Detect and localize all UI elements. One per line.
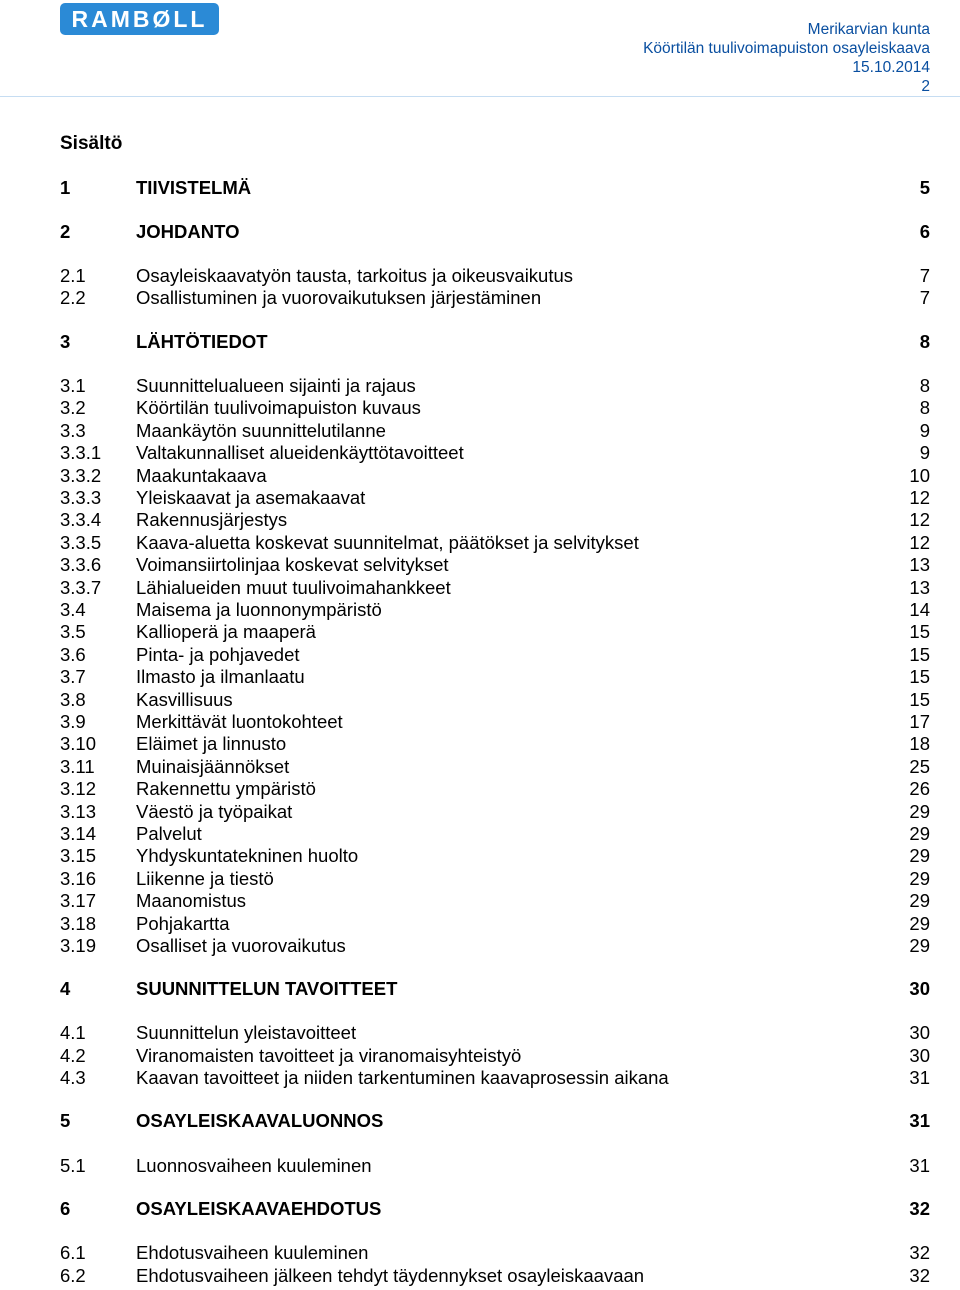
header-divider: [0, 96, 960, 97]
toc-entry-title: Osayleiskaavatyön tausta, tarkoitus ja oikeusvaikutus: [136, 265, 574, 286]
toc-entry-number: 3.11: [60, 756, 95, 777]
toc-entry-page: 29: [909, 801, 930, 822]
toc-entry-title: OSAYLEISKAAVAEHDOTUS: [136, 1198, 382, 1219]
toc-entry-page: 15: [909, 621, 930, 642]
toc-entry[interactable]: [60, 287, 930, 309]
header-page-number: 2: [921, 78, 930, 95]
toc-entry[interactable]: [60, 487, 930, 509]
toc-entry[interactable]: [60, 823, 930, 845]
toc-entry[interactable]: [60, 331, 930, 353]
toc-entry-title: Kaava-aluetta koskevat suunnitelmat, päätökset ja selvitykset: [136, 532, 639, 553]
toc-entry-page: 30: [909, 1045, 930, 1066]
toc-entry[interactable]: [60, 442, 930, 464]
toc-entry[interactable]: [60, 509, 930, 531]
toc-entry-number: 3.9: [60, 711, 86, 732]
toc-entry[interactable]: [60, 978, 930, 1000]
toc-entry-number: 3.3.7: [60, 577, 102, 598]
toc-entry-page: 12: [909, 487, 930, 508]
toc-entry-number: 3.5: [60, 621, 86, 642]
toc-entry-page: 17: [909, 711, 930, 732]
toc-entry-page: 8: [919, 331, 930, 352]
toc-entry-number: 6.1: [60, 1242, 86, 1263]
toc-entry-title: Osalliset ja vuorovaikutus: [136, 935, 346, 956]
toc-entry[interactable]: [60, 711, 930, 733]
toc-entry-number: 3.7: [60, 666, 86, 687]
toc-entry[interactable]: [60, 577, 930, 599]
toc-entry-title: Osallistuminen ja vuorovaikutuksen järjestäminen: [136, 287, 542, 308]
toc-entry-number: 3.3.6: [60, 554, 102, 575]
toc-entry-title: Maanomistus: [136, 890, 247, 911]
toc-entry-number: 3.3: [60, 420, 86, 441]
toc-entry-page: 6: [919, 221, 930, 242]
toc-entry[interactable]: [60, 778, 930, 800]
toc-entry-number: 3.16: [60, 868, 97, 889]
toc-entry-title: Ehdotusvaiheen kuuleminen: [136, 1242, 369, 1263]
toc-entry[interactable]: [60, 689, 930, 711]
toc-entry-page: 31: [909, 1110, 930, 1131]
toc-entry[interactable]: [60, 177, 930, 199]
toc-entry[interactable]: [60, 1242, 930, 1264]
toc-entry-number: 3.13: [60, 801, 97, 822]
toc-entry-page: 9: [919, 420, 930, 441]
toc-entry-number: 4.1: [60, 1022, 86, 1043]
toc-entry-number: 3.19: [60, 935, 97, 956]
toc-entry-title: Maakuntakaava: [136, 465, 267, 486]
toc-entry[interactable]: [60, 1155, 930, 1177]
toc-entry[interactable]: [60, 913, 930, 935]
toc-entry-page: 29: [909, 913, 930, 934]
toc-entry-number: 4: [60, 978, 71, 999]
toc-entry[interactable]: [60, 666, 930, 688]
toc-entry-page: 5: [919, 177, 930, 198]
toc-entry-title: Valtakunnalliset alueidenkäyttötavoitteet: [136, 442, 464, 463]
toc-entry-page: 18: [909, 733, 930, 754]
toc-entry-number: 3.3.5: [60, 532, 102, 553]
toc-entry-title: Viranomaisten tavoitteet ja viranomaisyhteistyö: [136, 1045, 522, 1066]
toc-entry-number: 2.1: [60, 265, 86, 286]
toc-entry-number: 3.3.4: [60, 509, 102, 530]
toc-entry-title: Muinaisjäännökset: [136, 756, 290, 777]
toc-entry-title: Merkittävät luontokohteet: [136, 711, 343, 732]
toc-entry-number: 4.3: [60, 1067, 86, 1088]
toc-entry[interactable]: [60, 890, 930, 912]
toc-entry[interactable]: [60, 1022, 930, 1044]
toc-entry[interactable]: [60, 801, 930, 823]
toc-entry-title: TIIVISTELMÄ: [136, 177, 252, 198]
toc-entry-page: 31: [909, 1155, 930, 1176]
toc-entry-title: SUUNNITTELUN TAVOITTEET: [136, 978, 398, 999]
toc-entry-page: 13: [909, 577, 930, 598]
toc-entry-page: 8: [919, 375, 930, 396]
toc-entry-title: Voimansiirtolinjaa koskevat selvitykset: [136, 554, 449, 575]
header-project: Köörtilän tuulivoimapuiston osayleiskaava: [643, 40, 930, 57]
toc-entry[interactable]: [60, 465, 930, 487]
toc-entry-title: Rakennettu ympäristö: [136, 778, 316, 799]
toc-entry-title: Kasvillisuus: [136, 689, 233, 710]
toc-entry[interactable]: [60, 935, 930, 957]
toc-entry[interactable]: [60, 420, 930, 442]
toc-entry-number: 3.3.3: [60, 487, 102, 508]
toc-entry-page: 29: [909, 845, 930, 866]
page-header: [643, 20, 930, 96]
toc-entry-number: 3.4: [60, 599, 86, 620]
toc-entry-number: 3.8: [60, 689, 86, 710]
toc-entry[interactable]: [60, 845, 930, 867]
toc-entry-page: 7: [919, 287, 930, 308]
toc-entry-number: 3.3.2: [60, 465, 102, 486]
toc-entry-page: 29: [909, 890, 930, 911]
toc-entry-number: 3.14: [60, 823, 97, 844]
toc-entry-number: 5.1: [60, 1155, 86, 1176]
toc-entry-page: 31: [909, 1067, 930, 1088]
ramboll-logo: RAMBØLL: [60, 3, 219, 35]
toc-entry-number: 3.17: [60, 890, 97, 911]
toc-entry-title: Köörtilän tuulivoimapuiston kuvaus: [136, 397, 421, 418]
toc-entry-page: 30: [909, 978, 930, 999]
toc-entry[interactable]: [60, 621, 930, 643]
toc-entry-title: Maankäytön suunnittelutilanne: [136, 420, 386, 441]
toc-entry[interactable]: [60, 221, 930, 243]
toc-entry-title: Maisema ja luonnonympäristö: [136, 599, 382, 620]
toc-entry-title: LÄHTÖTIEDOT: [136, 331, 268, 352]
toc-entry-title: Lähialueiden muut tuulivoimahankkeet: [136, 577, 451, 598]
toc-entry-title: Eläimet ja linnusto: [136, 733, 287, 754]
toc-entry-title: OSAYLEISKAAVALUONNOS: [136, 1110, 384, 1131]
toc-entry[interactable]: [60, 1198, 930, 1220]
toc-entry-number: 6.2: [60, 1265, 86, 1286]
toc-entry[interactable]: [60, 644, 930, 666]
toc-entry-page: 15: [909, 644, 930, 665]
toc-entry-title: Ehdotusvaiheen jälkeen tehdyt täydennykset osayleiskaavaan: [136, 1265, 645, 1286]
toc-entry[interactable]: [60, 868, 930, 890]
toc-entry-title: Pinta- ja pohjavedet: [136, 644, 300, 665]
toc-entry-title: Pohjakartta: [136, 913, 230, 934]
toc-entry-page: 13: [909, 554, 930, 575]
toc-entry-page: 9: [919, 442, 930, 463]
toc-entry-page: 25: [909, 756, 930, 777]
toc-entry-number: 1: [60, 177, 71, 198]
toc-title: Sisältö: [60, 133, 123, 154]
toc-entry-page: 32: [909, 1265, 930, 1286]
toc-entry[interactable]: [60, 532, 930, 554]
toc-entry-page: 32: [909, 1198, 930, 1219]
toc-entry-page: 15: [909, 689, 930, 710]
toc-entry-title: Luonnosvaiheen kuuleminen: [136, 1155, 372, 1176]
toc-entry-title: Kaavan tavoitteet ja niiden tarkentuminen kaavaprosessin aikana: [136, 1067, 669, 1088]
toc-entry[interactable]: [60, 265, 930, 287]
toc-entry[interactable]: [60, 554, 930, 576]
toc-entry-page: 30: [909, 1022, 930, 1043]
toc-entry[interactable]: [60, 375, 930, 397]
toc-entry-title: Väestö ja työpaikat: [136, 801, 293, 822]
toc-entry[interactable]: [60, 733, 930, 755]
toc-entry-title: Yleiskaavat ja asemakaavat: [136, 487, 366, 508]
toc-entry-title: Yhdyskuntatekninen huolto: [136, 845, 359, 866]
header-date: 15.10.2014: [852, 59, 930, 76]
toc-entry-page: 32: [909, 1242, 930, 1263]
toc-entry-page: 29: [909, 935, 930, 956]
toc-entry-page: 29: [909, 868, 930, 889]
toc-entry-number: 3.18: [60, 913, 97, 934]
toc-entry-title: Kallioperä ja maaperä: [136, 621, 316, 642]
toc-entry-page: 10: [909, 465, 930, 486]
toc-entry-number: 2.2: [60, 287, 86, 308]
toc-entry-page: 12: [909, 532, 930, 553]
toc-entry-number: 3: [60, 331, 71, 352]
toc-entry[interactable]: [60, 756, 930, 778]
toc-entry-title: Rakennusjärjestys: [136, 509, 288, 530]
toc-entry-number: 6: [60, 1198, 71, 1219]
toc-entry-page: 29: [909, 823, 930, 844]
toc-entry-title: Ilmasto ja ilmanlaatu: [136, 666, 305, 687]
header-client: Merikarvian kunta: [807, 21, 930, 38]
toc-entry-number: 3.3.1: [60, 442, 102, 463]
toc-entry-page: 15: [909, 666, 930, 687]
toc-entry-number: 3.6: [60, 644, 86, 665]
toc-entry-number: 3.10: [60, 733, 97, 754]
toc-entry[interactable]: [60, 599, 930, 621]
toc-entry-title: Suunnittelualueen sijainti ja rajaus: [136, 375, 416, 396]
toc-entry-title: Palvelut: [136, 823, 202, 844]
toc-entry-title: Liikenne ja tiestö: [136, 868, 274, 889]
toc-entry-number: 3.2: [60, 397, 86, 418]
toc-entry-page: 7: [919, 265, 930, 286]
toc-entry-number: 3.15: [60, 845, 97, 866]
toc-entry-number: 4.2: [60, 1045, 86, 1066]
toc-entry-number: 2: [60, 221, 71, 242]
toc-entry-page: 26: [909, 778, 930, 799]
toc-entry[interactable]: [60, 397, 930, 419]
toc-entry-title: Suunnittelun yleistavoitteet: [136, 1022, 357, 1043]
toc-entry[interactable]: [60, 1045, 930, 1067]
toc-entry-title: JOHDANTO: [136, 221, 240, 242]
toc-entry[interactable]: [60, 1110, 930, 1132]
toc-entry[interactable]: [60, 1265, 930, 1287]
toc-entry-page: 8: [919, 397, 930, 418]
toc-entry-number: 3.12: [60, 778, 97, 799]
toc-entry-number: 3.1: [60, 375, 86, 396]
toc-entry-page: 14: [909, 599, 930, 620]
toc-entry[interactable]: [60, 1067, 930, 1089]
toc-entry-number: 5: [60, 1110, 71, 1131]
toc-entry-page: 12: [909, 509, 930, 530]
